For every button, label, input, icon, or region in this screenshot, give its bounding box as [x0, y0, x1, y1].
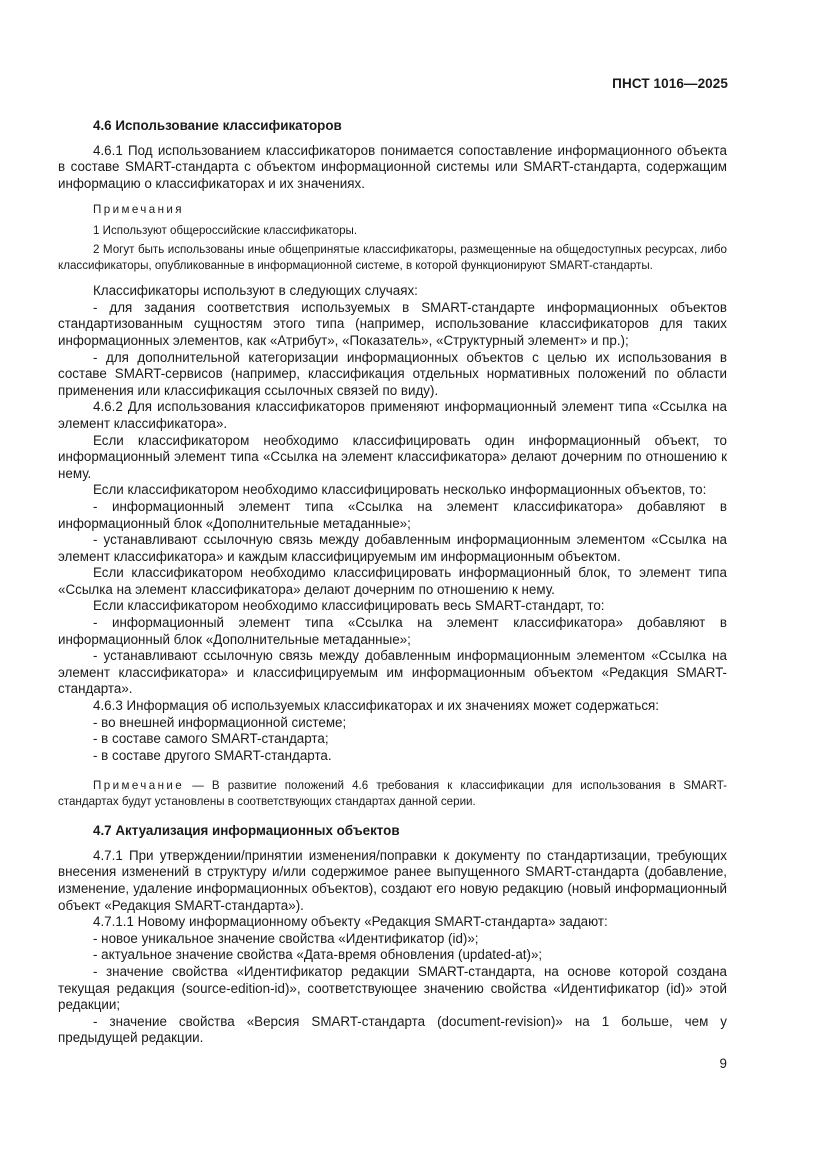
paragraph: Если классификатором необходимо классифицировать несколько информационных объектов, то:	[93, 482, 707, 498]
page-body	[58, 114, 727, 1047]
list-item: - информационный элемент типа «Ссылка на элемент классификатора» добавляют в информационный блок «Дополнительные метаданные»;	[58, 498, 727, 531]
list-item: - в составе другого SMART-стандарта.	[93, 747, 332, 763]
paragraph-4-6-2: 4.6.2 Для использования классификаторов применяют информационный элемент типа «Ссылка на элемент классификатора».	[58, 399, 727, 431]
list-item: - значение свойства «Версия SMART-стандарта (document-revision)» на 1 больше, чем у предыдущей редакции.	[58, 1013, 727, 1046]
list-item: - в составе самого SMART-стандарта;	[93, 731, 329, 747]
notes-heading: Примечания	[93, 203, 184, 217]
paragraph-4-6-1: 4.6.1 Под использованием классификаторов понимается сопоставление информационного объекта в составе SMART-стандарта с объектом информационной системы или SMART-стандарта, содержащим информацию о классификаторах и их значениях.	[58, 142, 727, 191]
paragraph-4-6-3: 4.6.3 Информация об используемых классификаторах и их значениях может содержаться:	[93, 698, 659, 714]
list-item: - устанавливают ссылочную связь между добавленным информационным элементом «Ссылка на элемент классификатора» и каждым классифицируемым им информационным объектом.	[58, 532, 727, 564]
document-designation: ПНСТ 1016—2025	[612, 76, 728, 91]
note-2: 2 Могут быть использованы иные общепринятые классификаторы, размещенные на общедоступных ресурсах, либо классификаторы, опубликованные в информационной системе, в которой функционируют SMART-стандарты.	[58, 243, 727, 272]
final-note	[58, 778, 727, 809]
list-item: - информационный элемент типа «Ссылка на элемент классификатора» добавляют в информационный блок «Дополнительные метаданные»;	[58, 615, 727, 647]
paragraph-4-7-1-1: 4.7.1.1 Новому информационному объекту «Редакция SMART-стандарта» задают:	[93, 914, 608, 930]
section-title-4-6: 4.6 Использование классификаторов	[93, 118, 342, 133]
paragraph: Если классификатором необходимо классифицировать весь SMART-стандарт, то:	[93, 598, 605, 614]
note-1: 1 Используют общероссийские классификаторы.	[93, 223, 358, 237]
list-item: - устанавливают ссылочную связь между добавленным информационным элементом «Ссылка на элемент классификатора» и классифицируемым им информационным объектом «Редакция SMART-стандарта».	[58, 648, 727, 697]
paragraph: Классификаторы используют в следующих случаях:	[93, 283, 418, 299]
list-item: - актуальное значение свойства «Дата-время обновления (updated-at)»;	[93, 947, 543, 963]
paragraph: Если классификатором необходимо классифицировать один информационный объект, то информационный элемент типа «Ссылка на элемент классификатора» делают дочерним по отношению к нему.	[58, 432, 727, 481]
page-number: 9	[719, 1056, 727, 1071]
paragraph: Если классификатором необходимо классифицировать информационный блок, то элемент типа «Ссылка на элемент классификатора» делают дочерним по отношению к нему.	[58, 565, 727, 597]
final-note-text: — В развитие положений 4.6 требования к классификации для использования в SMART-стандартах будут установлены в соответствующих стандартах данной серии.	[58, 779, 727, 808]
list-item: - для задания соответствия используемых в SMART-стандарте информационных объектов стандартизованным сущностям этого типа (например, использование классификаторов для таких информационных элементов, как «Атрибут», «Показатель», «Структурный элемент» и пр.);	[58, 299, 727, 348]
list-item: - во внешней информационной системе;	[93, 714, 347, 730]
final-note-label: Примечание	[93, 779, 185, 793]
section-title-4-7: 4.7 Актуализация информационных объектов	[93, 823, 400, 839]
list-item: - значение свойства «Идентификатор редакции SMART-стандарта, на основе которой создана текущая редакция (source-edition-id)», соответствующее значению свойства «Идентификатор (id)» этой редакции;	[58, 963, 727, 1013]
list-item: - для дополнительной категоризации информационных объектов с целью их использования в составе SMART-сервисов (например, классификация отдельных нормативных положений по области применения или классификация ссылочных связей по виду).	[58, 349, 727, 398]
paragraph-4-7-1: 4.7.1 При утверждении/принятии изменения/поправки к документу по стандартизации, требующих внесения изменений в структуру и/или содержимое ранее выпущенного SMART-стандарта (добавление, изменение, удаление информационных объектов), создают его новую редакцию (новый информационный объект «Редакция SMART-стандарта»).	[58, 847, 727, 913]
list-item: - новое уникальное значение свойства «Идентификатор (id)»;	[93, 930, 479, 946]
